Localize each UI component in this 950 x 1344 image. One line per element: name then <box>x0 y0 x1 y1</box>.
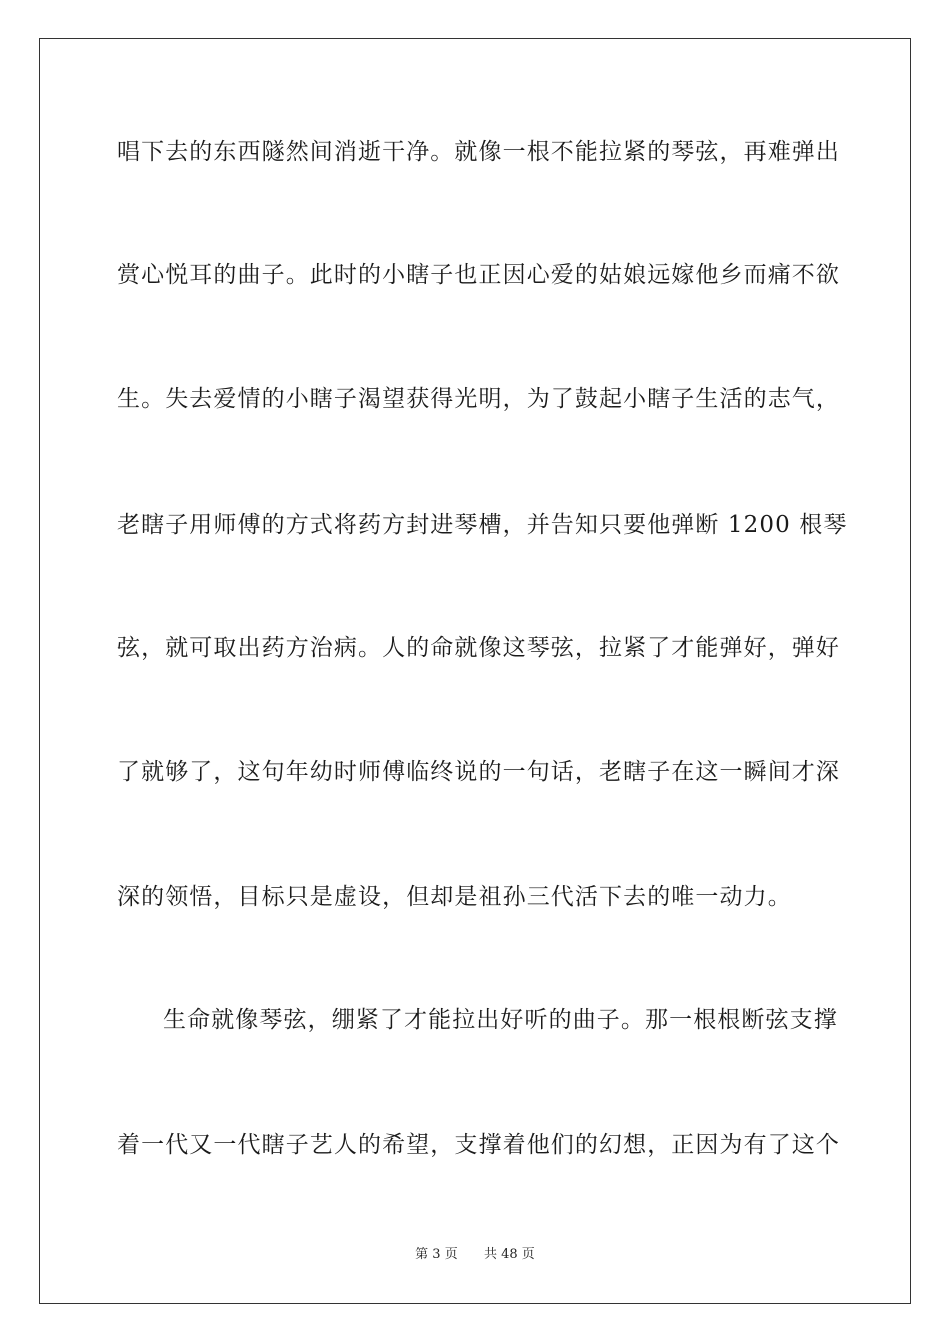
body-text-line: 弦，就可取出药方治病。人的命就像这琴弦，拉紧了才能弹好，弹好 <box>117 635 840 661</box>
page-footer <box>0 1246 950 1264</box>
page-border <box>39 38 911 1304</box>
body-text-line: 赏心悦耳的曲子。此时的小瞎子也正因心爱的姑娘远嫁他乡而痛不欲 <box>117 262 840 288</box>
body-text-line-paragraph-end: 深的领悟，目标只是虚设，但却是祖孙三代活下去的唯一动力。 <box>117 884 792 910</box>
body-text-line: 着一代又一代瞎子艺人的希望，支撑着他们的幻想，正因为有了这个 <box>117 1132 840 1158</box>
page-number: 第 3 页 <box>415 1247 458 1262</box>
body-text-line: 了就够了，这句年幼时师傅临终说的一句话，老瞎子在这一瞬间才深 <box>117 759 840 785</box>
body-text-line-paragraph-start: 生命就像琴弦，绷紧了才能拉出好听的曲子。那一根根断弦支撑 <box>163 1007 838 1033</box>
body-text-line: 生。失去爱情的小瞎子渴望获得光明，为了鼓起小瞎子生活的志气， <box>117 386 840 412</box>
total-pages: 共 48 页 <box>484 1247 535 1262</box>
body-text-line: 唱下去的东西隧然间消逝干净。就像一根不能拉紧的琴弦，再难弹出 <box>117 139 840 165</box>
body-text-line: 老瞎子用师傅的方式将药方封进琴槽，并告知只要他弹断 1200 根琴 <box>117 512 848 538</box>
